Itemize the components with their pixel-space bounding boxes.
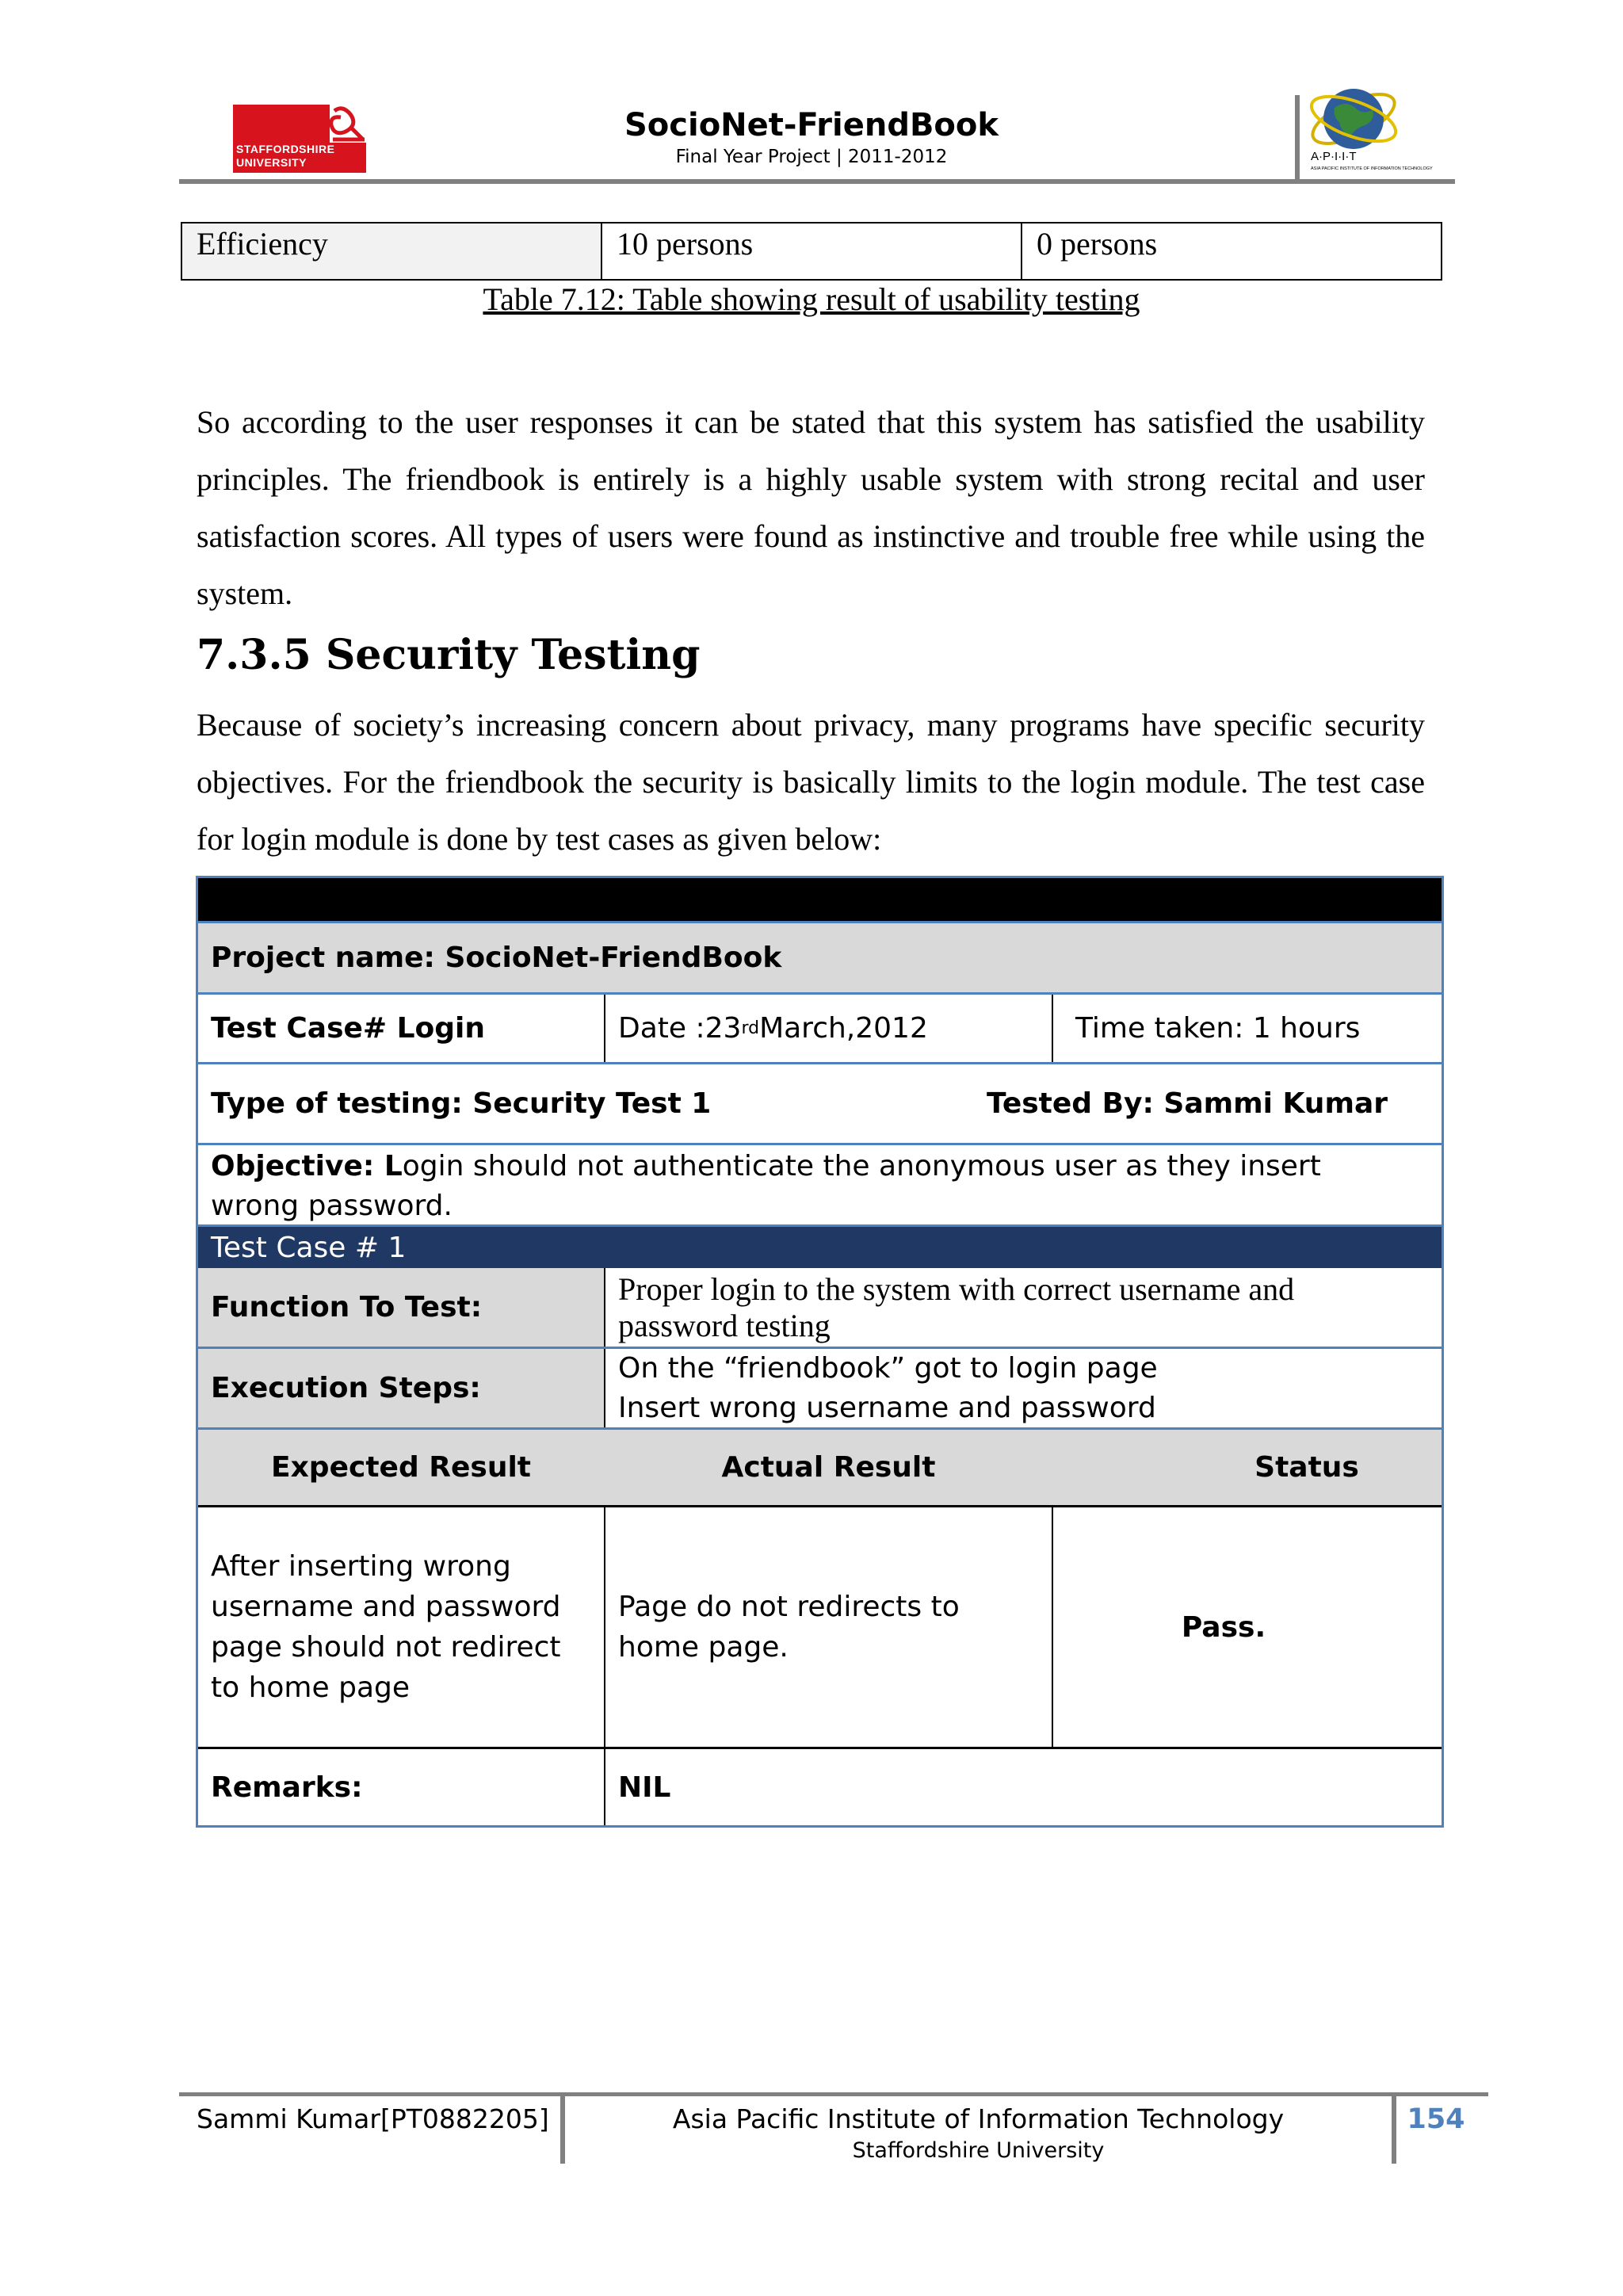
test-case-info-row — [198, 995, 1442, 1064]
remarks-row — [198, 1749, 1442, 1825]
apiit-logo-subtext: ASIA PACIFIC INSTITUTE OF INFORMATION TECHNOLOGY — [1311, 166, 1433, 171]
objective — [198, 1145, 1394, 1224]
section-heading: 7.3.5 Security Testing — [197, 631, 701, 679]
test-case-number-row — [198, 1227, 1442, 1268]
table-caption — [0, 277, 1623, 322]
remarks-label: Remarks: — [211, 1771, 363, 1804]
usability-cell-yes: 10 persons — [602, 223, 1022, 279]
actual-result: Page do not redirects to home page. — [618, 1591, 960, 1664]
usability-table-row — [181, 222, 1442, 281]
apiit-logo-text: A·P·I·I·T — [1311, 150, 1357, 163]
tested-by: Tested By: Sammi Kumar — [987, 1087, 1388, 1120]
staffordshire-logo-text-1: STAFFORDSHIRE — [236, 143, 335, 155]
header-subtitle: Final Year Project | 2011-2012 — [675, 147, 948, 167]
test-case-id: Test Case# Login — [211, 1012, 486, 1045]
step-2: Insert wrong username and password — [618, 1391, 1156, 1424]
footer-author: Sammi Kumar[PT0882205] — [197, 2103, 549, 2134]
test-date — [605, 995, 1052, 1062]
footer-university: Staffordshire University — [852, 2138, 1105, 2163]
test-case-table — [196, 876, 1444, 1828]
execution-steps-row — [198, 1349, 1442, 1430]
objective-label: Objective: L — [211, 1150, 403, 1182]
test-case-number: Test Case # 1 — [211, 1231, 407, 1264]
table-caption-text: Table 7.12: Table showing result of usability testing — [483, 281, 1140, 317]
header-title: SocioNet-FriendBook — [624, 107, 999, 143]
test-date-prefix: Date :23 — [618, 1012, 742, 1045]
testing-type-row — [198, 1064, 1442, 1145]
type-of-testing: Type of testing: Security Test 1 — [211, 1087, 712, 1120]
table-title-bar — [198, 878, 1442, 923]
step-1: On the “friendbook” got to login page — [618, 1351, 1158, 1385]
page-number: 154 — [1407, 2103, 1465, 2135]
col-expected-result: Expected Result — [270, 1451, 531, 1484]
test-date-sup: rd — [741, 1018, 760, 1038]
function-row — [198, 1268, 1442, 1349]
paragraph-usability: So according to the user responses it can be stated that this system has satisfied the usability principles. The friendbook is entirely is a highly usable system with strong recital and user satisfaction scores. All types of users were found as instinctive and trouble free while using the system. — [197, 404, 1425, 611]
col-actual-result: Actual Result — [721, 1451, 936, 1484]
steps-list — [605, 1349, 1442, 1427]
col-status: Status — [1254, 1451, 1359, 1484]
status-value: Pass. — [1181, 1610, 1266, 1644]
function-text: Proper login to the system with correct username and password testing — [618, 1270, 1295, 1343]
expected-result: After inserting wrong username and password page should not redirect to home page — [211, 1550, 561, 1704]
usability-cell-no: 0 persons — [1037, 226, 1158, 262]
project-name: Project name: SocioNet-FriendBook — [211, 942, 782, 974]
apiit-globe-icon — [1308, 73, 1433, 176]
header-divider — [1295, 95, 1300, 182]
project-name-row — [198, 923, 1442, 995]
test-date-suffix: March,2012 — [759, 1012, 928, 1045]
footer-institute: Asia Pacific Institute of Information Technology — [672, 2103, 1285, 2134]
paragraph-security: Because of society’s increasing concern about privacy, many programs have specific security objectives. For the friendbook the security is basically limits to the login module. The test case for login module is done by test cases as given below: — [197, 707, 1425, 857]
remarks-value: NIL — [618, 1771, 671, 1804]
apiit-logo — [1308, 73, 1433, 176]
staffordshire-logo-text-2: UNIVERSITY — [236, 156, 307, 169]
usability-cell-criterion: Efficiency — [182, 223, 602, 279]
footer-rule — [179, 2092, 1488, 2096]
objective-text: ogin should not authenticate the anonymous user as they insert wrong password. — [211, 1150, 1321, 1222]
steps-label: Execution Steps: — [198, 1349, 604, 1427]
function-label: Function To Test: — [198, 1268, 604, 1347]
objective-row — [198, 1145, 1442, 1227]
time-taken: Time taken: 1 hours — [1075, 1012, 1361, 1045]
header-rule — [179, 179, 1455, 184]
result-header-row — [198, 1430, 1442, 1507]
result-row — [198, 1507, 1442, 1749]
